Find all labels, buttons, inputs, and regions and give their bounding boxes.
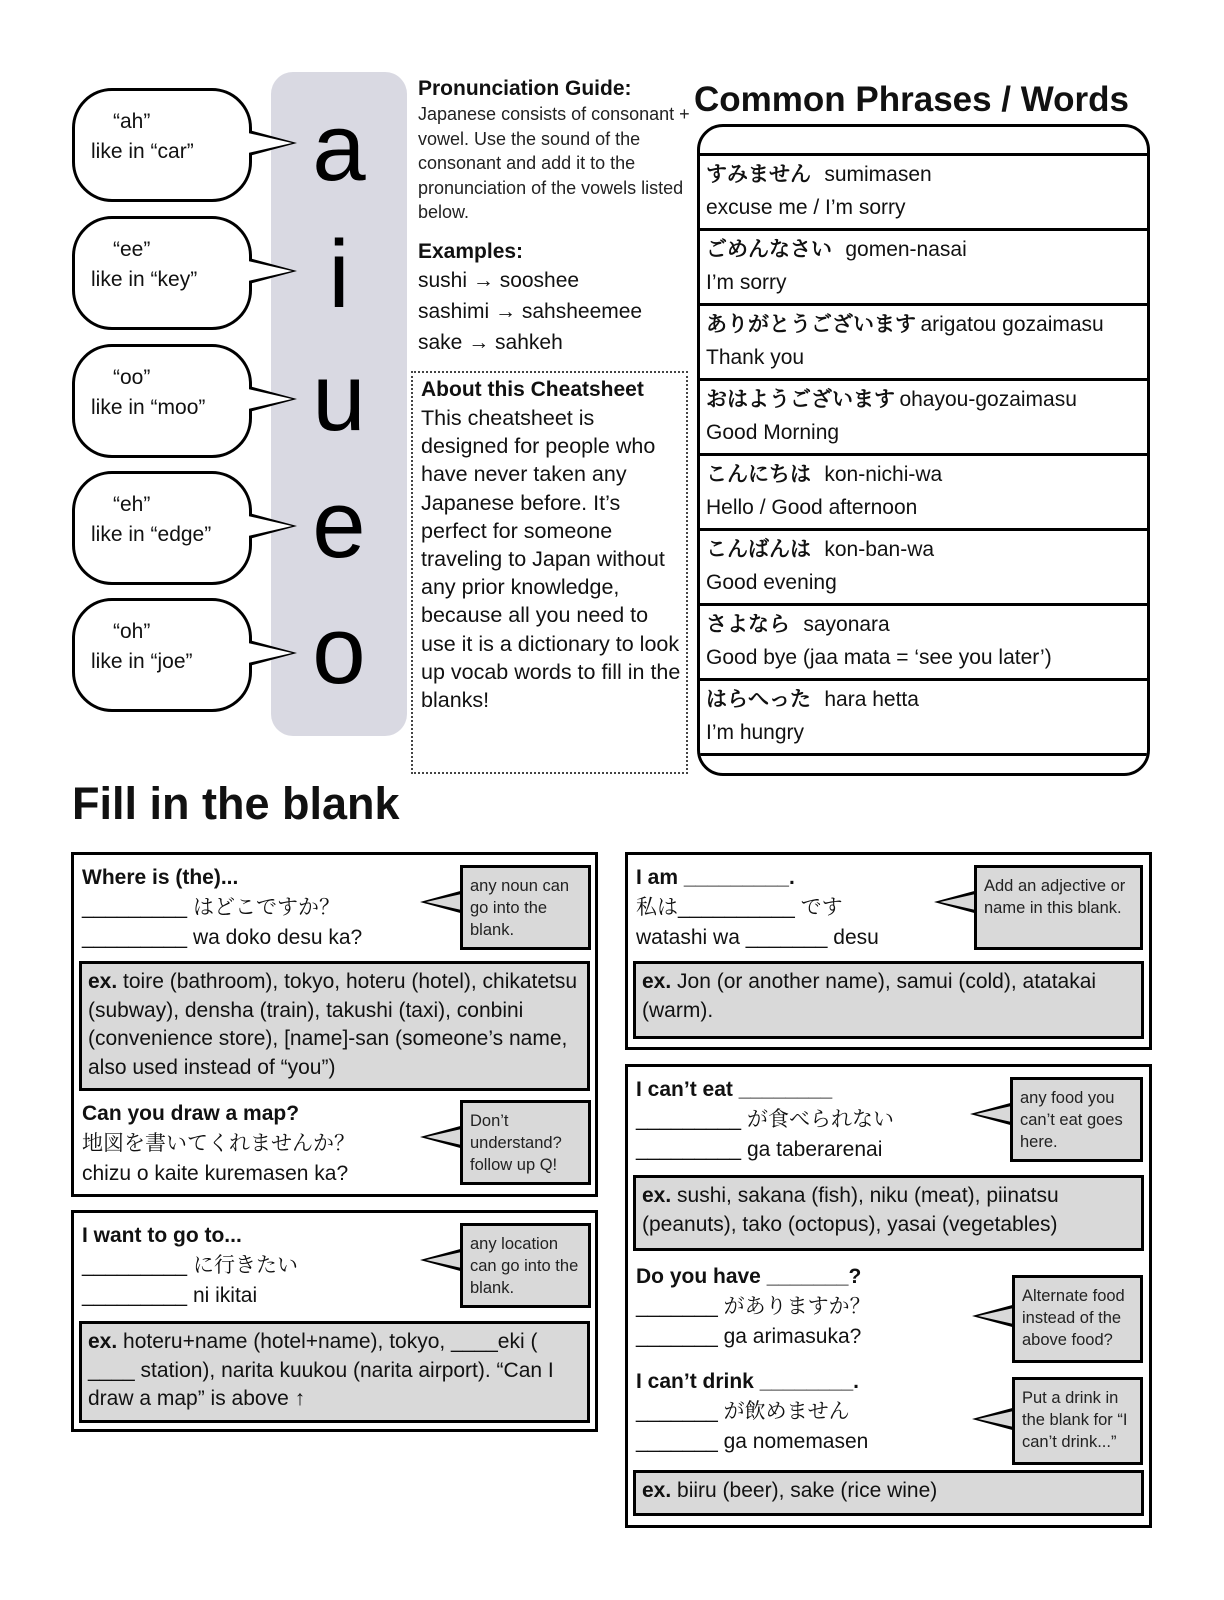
phrase-en: I’m sorry — [706, 271, 787, 294]
have-jp: _______ がありますか？ — [636, 1295, 871, 1318]
have-romaji: _______ ga arimasuka? — [636, 1325, 862, 1348]
fill-title: Fill in the blank — [72, 778, 400, 829]
goto-panel — [71, 1210, 598, 1432]
vowel-i: i — [328, 221, 350, 328]
phrase-en: I’m hungry — [706, 721, 805, 744]
iam-jp: 私は__________ です — [636, 896, 843, 919]
phrase-en: Thank you — [706, 346, 805, 369]
map-romaji: chizu o kaite kuremasen ka? — [82, 1162, 349, 1185]
where-note: any noun can go into the blank. — [460, 865, 591, 950]
examples-title: Examples: — [418, 239, 524, 263]
vowel-example: like in “joe” — [91, 650, 193, 673]
canteat-ex: sushi, sakana (fish), niku (meat), piinatsu (peanuts), tako (octopus), yasai (vegetables) — [642, 1184, 1059, 1236]
phrase-row — [700, 678, 1147, 753]
goto-ex: hoteru+name (hotel+name), tokyo, ____eki ( ____ station), narita kuukou (narita airport). “Can I draw a map” is above ↑ — [88, 1330, 554, 1410]
phrases-title: Common Phrases / Words — [694, 80, 1130, 119]
ex-label: ex. — [88, 1330, 118, 1353]
phrase-row-empty — [700, 753, 1147, 776]
where-heading: Where is (the)... — [82, 866, 239, 889]
vowel-example: like in “car” — [91, 140, 194, 163]
vowel-example: like in “edge” — [91, 523, 212, 546]
vowel-sound: “ah” — [113, 110, 151, 133]
canteat-note: any food you can’t eat goes here. — [1010, 1077, 1143, 1162]
vowel-sound: “oh” — [113, 620, 151, 643]
phrase-romaji: sayonara — [803, 613, 890, 636]
phrase-en: Good Morning — [706, 421, 840, 444]
phrase-jp: ありがとうございます — [706, 313, 916, 336]
canteat-heading: I can’t eat ________ — [636, 1078, 833, 1101]
vowel-e: e — [312, 471, 366, 578]
cantdrink-note: Put a drink in the blank for “I can’t drink...” — [1012, 1377, 1143, 1465]
cantdrink-ex: biiru (beer), sake (rice wine) — [671, 1479, 938, 1502]
goto-examples — [79, 1321, 590, 1423]
example-item: sushi → sooshee — [418, 268, 580, 292]
phrase-row — [700, 303, 1147, 378]
cantdrink-romaji: _______ ga nomemasen — [636, 1430, 869, 1453]
have-heading: Do you have _______? — [636, 1265, 862, 1288]
vowel-example: like in “key” — [91, 268, 198, 291]
map-note: Don’t understand? follow up Q! — [460, 1100, 591, 1185]
phrase-jp: ごめんなさい — [706, 238, 832, 261]
iam-romaji: watashi wa _______ desu — [636, 926, 879, 949]
phrase-romaji: ohayou-gozaimasu — [899, 388, 1077, 411]
example-item: sashimi → sahsheemee — [418, 299, 643, 323]
vowel-sound: “ee” — [113, 238, 151, 261]
phrase-row — [700, 528, 1147, 603]
food-panel — [625, 1064, 1152, 1528]
phrase-romaji: kon-ban-wa — [824, 538, 935, 561]
have-note: Alternate food instead of the above food? — [1012, 1275, 1143, 1363]
example-item: sake → sahkeh — [418, 330, 563, 354]
phrase-jp: すみません — [706, 163, 811, 186]
where-ex: toire (bathroom), tokyo, hoteru (hotel), chikatetsu (subway), densha (train), takushi (taxi), conbini (convenience store), [name]-san (someone’s name, also used instead of “you”) — [88, 970, 578, 1079]
phrase-row — [700, 228, 1147, 303]
phrase-row — [700, 153, 1147, 228]
vowel-u: u — [312, 344, 366, 451]
vowel-bubble-a — [72, 88, 252, 202]
map-heading: Can you draw a map? — [82, 1102, 300, 1125]
ex-label: ex. — [88, 970, 118, 993]
vowel-bubble-o — [72, 598, 252, 712]
goto-heading: I want to go to... — [82, 1224, 242, 1247]
vowel-example: like in “moo” — [91, 396, 206, 419]
vowel-bubble-u — [72, 344, 252, 458]
iam-note: Add an adjective or name in this blank. — [974, 865, 1143, 950]
phrase-jp: おはようございます — [706, 388, 895, 411]
about-body: This cheatsheet is designed for people who have never taken any Japanese before. It’s perfect for someone traveling to Japan without any prior knowledge, because all you need to use it is a dictionary to look up vocab words to fill in the blanks! — [421, 406, 681, 713]
vowel-a: a — [312, 94, 366, 201]
where-panel — [71, 852, 598, 1197]
iam-heading: I am _________. — [636, 866, 795, 889]
map-jp: 地図を書いてくれませんか？ — [82, 1132, 355, 1155]
phrase-jp: さよなら — [706, 613, 790, 636]
phrase-romaji: gomen-nasai — [845, 238, 967, 261]
pronunciation-guide — [418, 76, 693, 358]
phrase-en: Hello / Good afternoon — [706, 496, 918, 519]
phrase-row — [700, 603, 1147, 678]
iam-ex: Jon (or another name), samui (cold), atatakai (warm). — [642, 970, 1097, 1022]
cantdrink-jp: _______ が飲めません — [636, 1400, 850, 1423]
goto-jp: _________ に行きたい — [82, 1254, 298, 1277]
vowel-o: o — [312, 597, 366, 704]
goto-romaji: _________ ni ikitai — [82, 1284, 258, 1307]
ex-label: ex. — [642, 1184, 672, 1207]
where-examples — [79, 961, 590, 1091]
goto-note: any location can go into the blank. — [460, 1223, 591, 1308]
canteat-jp: _________ が食べられない — [636, 1108, 894, 1131]
about-title: About this Cheatsheet — [421, 378, 644, 401]
guide-body: Japanese consists of consonant + vowel. Use the sound of the consonant and add it to the pronunciation of the vowels listed below. — [418, 104, 690, 222]
phrases-table — [697, 124, 1150, 776]
phrase-row — [700, 378, 1147, 453]
phrase-jp: はらへった — [706, 688, 811, 711]
phrase-jp: こんにちは — [706, 463, 811, 486]
phrase-romaji: arigatou gozaimasu — [920, 313, 1104, 336]
canteat-examples — [633, 1175, 1144, 1251]
phrase-romaji: hara hetta — [824, 688, 919, 711]
iam-panel — [625, 852, 1152, 1050]
vowel-sound: “oo” — [113, 366, 151, 389]
vowel-bubble-e — [72, 471, 252, 585]
phrase-row — [700, 453, 1147, 528]
where-jp: _________ はどこですか？ — [82, 896, 340, 919]
where-romaji: _________ wa doko desu ka? — [82, 926, 363, 949]
vowel-sound: “eh” — [113, 493, 151, 516]
phrase-en: excuse me / I’m sorry — [706, 196, 906, 219]
cantdrink-heading: I can’t drink ________. — [636, 1370, 859, 1393]
ex-label: ex. — [642, 1479, 672, 1502]
phrase-jp: こんばんは — [706, 538, 811, 561]
cantdrink-examples — [633, 1470, 1144, 1516]
phrase-en: Good bye (jaa mata = ‘see you later’) — [706, 646, 1052, 669]
phrase-en: Good evening — [706, 571, 837, 594]
vowel-bubble-i — [72, 216, 252, 330]
ex-label: ex. — [642, 970, 672, 993]
about-box — [411, 371, 688, 774]
guide-title: Pronunciation Guide: — [418, 77, 632, 100]
canteat-romaji: _________ ga taberarenai — [636, 1138, 883, 1161]
iam-examples — [633, 961, 1144, 1039]
phrase-romaji: kon-nichi-wa — [824, 463, 943, 486]
phrase-romaji: sumimasen — [824, 163, 932, 186]
